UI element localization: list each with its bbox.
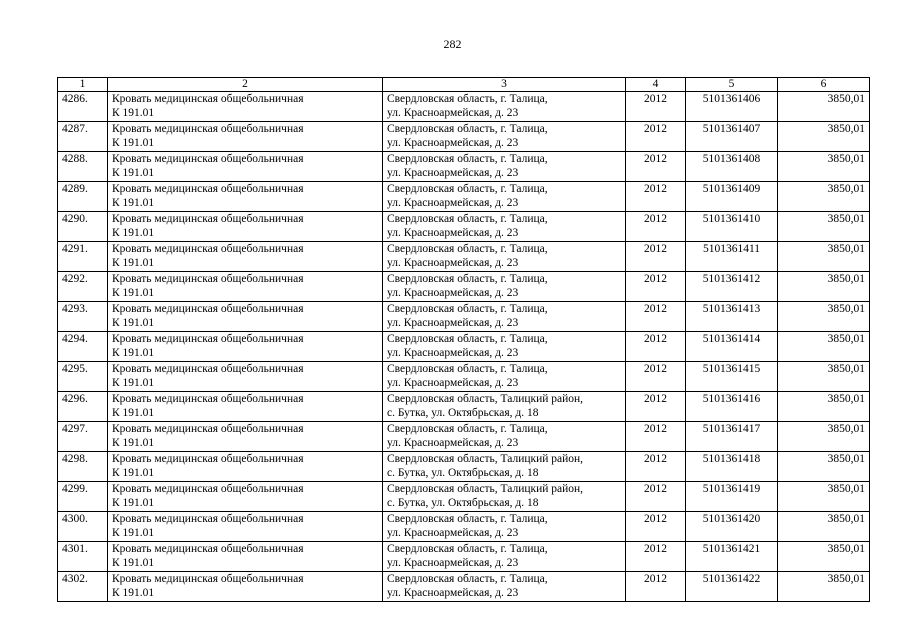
address-line-1: Свердловская область, г. Талица, [387,543,548,555]
item-name-cell [108,212,383,242]
address-cell [383,92,626,122]
item-name-cell [108,122,383,152]
row-number: 4298. [58,452,108,482]
inventory-number-cell: 5101361407 [686,122,778,152]
item-model: К 191.01 [112,227,155,239]
address-line-2: с. Бутка, ул. Октябрьская, д. 18 [387,497,539,509]
address-line-1: Свердловская область, г. Талица, [387,303,548,315]
address-line-1: Свердловская область, Талицкий район, [387,393,584,405]
table-row [58,512,870,542]
row-number: 4300. [58,512,108,542]
year-cell: 2012 [626,122,686,152]
item-name: Кровать медицинская общебольничная [112,393,304,405]
year-cell: 2012 [626,182,686,212]
item-name-cell [108,572,383,602]
year-cell: 2012 [626,542,686,572]
item-name-cell [108,152,383,182]
row-number: 4288. [58,152,108,182]
year-cell: 2012 [626,272,686,302]
item-model: К 191.01 [112,467,155,479]
address-line-2: с. Бутка, ул. Октябрьская, д. 18 [387,467,539,479]
item-name: Кровать медицинская общебольничная [112,213,304,225]
table-header [58,78,870,92]
address-cell [383,122,626,152]
address-line-2: ул. Красноармейская, д. 23 [387,167,519,179]
address-line-1: Свердловская область, г. Талица, [387,213,548,225]
address-line-2: ул. Красноармейская, д. 23 [387,287,519,299]
cost-cell: 3850,01 [778,212,870,242]
item-name: Кровать медицинская общебольничная [112,303,304,315]
address-line-1: Свердловская область, г. Талица, [387,183,548,195]
address-line-1: Свердловская область, г. Талица, [387,423,548,435]
item-name-cell [108,512,383,542]
year-cell: 2012 [626,92,686,122]
inventory-number-cell: 5101361412 [686,272,778,302]
item-model: К 191.01 [112,527,155,539]
row-number: 4302. [58,572,108,602]
table-row [58,362,870,392]
inventory-number-cell: 5101361418 [686,452,778,482]
row-number: 4287. [58,122,108,152]
cost-cell: 3850,01 [778,302,870,332]
address-line-2: ул. Красноармейская, д. 23 [387,437,519,449]
inventory-number-cell: 5101361416 [686,392,778,422]
year-cell: 2012 [626,572,686,602]
address-line-1: Свердловская область, г. Талица, [387,123,548,135]
table-row [58,332,870,362]
inventory-number-cell: 5101361419 [686,482,778,512]
cost-cell: 3850,01 [778,182,870,212]
address-line-1: Свердловская область, г. Талица, [387,513,548,525]
address-line-2: ул. Красноармейская, д. 23 [387,377,519,389]
item-model: К 191.01 [112,377,155,389]
table-row [58,452,870,482]
year-cell: 2012 [626,152,686,182]
table-row [58,542,870,572]
address-line-2: ул. Красноармейская, д. 23 [387,557,519,569]
address-line-1: Свердловская область, г. Талица, [387,153,548,165]
item-name: Кровать медицинская общебольничная [112,153,304,165]
row-number: 4296. [58,392,108,422]
year-cell: 2012 [626,212,686,242]
year-cell: 2012 [626,362,686,392]
row-number: 4301. [58,542,108,572]
address-line-1: Свердловская область, Талицкий район, [387,483,584,495]
item-name: Кровать медицинская общебольничная [112,453,304,465]
column-header-6: 6 [778,78,870,92]
table-row [58,122,870,152]
row-number: 4291. [58,242,108,272]
address-line-2: ул. Красноармейская, д. 23 [387,527,519,539]
item-model: К 191.01 [112,317,155,329]
address-cell [383,242,626,272]
address-line-1: Свердловская область, г. Талица, [387,243,548,255]
year-cell: 2012 [626,302,686,332]
address-cell [383,272,626,302]
item-name-cell [108,392,383,422]
item-model: К 191.01 [112,497,155,509]
cost-cell: 3850,01 [778,272,870,302]
item-name: Кровать медицинская общебольничная [112,483,304,495]
item-model: К 191.01 [112,557,155,569]
row-number: 4295. [58,362,108,392]
item-model: К 191.01 [112,287,155,299]
year-cell: 2012 [626,422,686,452]
address-line-1: Свердловская область, г. Талица, [387,273,548,285]
inventory-number-cell: 5101361411 [686,242,778,272]
item-name: Кровать медицинская общебольничная [112,123,304,135]
cost-cell: 3850,01 [778,332,870,362]
cost-cell: 3850,01 [778,422,870,452]
address-cell [383,212,626,242]
address-line-2: ул. Красноармейская, д. 23 [387,137,519,149]
address-line-1: Свердловская область, г. Талица, [387,573,548,585]
item-model: К 191.01 [112,167,155,179]
item-name: Кровать медицинская общебольничная [112,93,304,105]
address-line-2: ул. Красноармейская, д. 23 [387,227,519,239]
inventory-number-cell: 5101361410 [686,212,778,242]
year-cell: 2012 [626,392,686,422]
inventory-number-cell: 5101361413 [686,302,778,332]
column-header-2: 2 [108,78,383,92]
row-number: 4294. [58,332,108,362]
item-name-cell [108,182,383,212]
address-cell [383,152,626,182]
item-name: Кровать медицинская общебольничная [112,513,304,525]
address-cell [383,542,626,572]
row-number: 4290. [58,212,108,242]
item-model: К 191.01 [112,257,155,269]
inventory-table [57,77,870,602]
item-name: Кровать медицинская общебольничная [112,273,304,285]
item-name: Кровать медицинская общебольничная [112,333,304,345]
item-name-cell [108,302,383,332]
year-cell: 2012 [626,332,686,362]
header-row [58,78,870,92]
address-cell [383,302,626,332]
inventory-number-cell: 5101361414 [686,332,778,362]
item-name: Кровать медицинская общебольничная [112,183,304,195]
item-model: К 191.01 [112,137,155,149]
address-line-2: ул. Красноармейская, д. 23 [387,317,519,329]
item-name-cell [108,242,383,272]
address-line-1: Свердловская область, г. Талица, [387,93,548,105]
year-cell: 2012 [626,482,686,512]
table-row [58,212,870,242]
row-number: 4292. [58,272,108,302]
cost-cell: 3850,01 [778,362,870,392]
inventory-number-cell: 5101361406 [686,92,778,122]
item-model: К 191.01 [112,407,155,419]
item-name: Кровать медицинская общебольничная [112,573,304,585]
table-row [58,242,870,272]
address-cell [383,392,626,422]
address-cell [383,362,626,392]
address-line-2: ул. Красноармейская, д. 23 [387,257,519,269]
cost-cell: 3850,01 [778,152,870,182]
address-line-2: с. Бутка, ул. Октябрьская, д. 18 [387,407,539,419]
table-row [58,572,870,602]
inventory-number-cell: 5101361409 [686,182,778,212]
item-name-cell [108,542,383,572]
column-header-1: 1 [58,78,108,92]
address-cell [383,182,626,212]
column-header-3: 3 [383,78,626,92]
item-name-cell [108,332,383,362]
year-cell: 2012 [626,512,686,542]
item-name-cell [108,272,383,302]
address-cell [383,422,626,452]
address-line-1: Свердловская область, Талицкий район, [387,453,584,465]
column-header-5: 5 [686,78,778,92]
address-line-2: ул. Красноармейская, д. 23 [387,347,519,359]
item-name-cell [108,452,383,482]
item-model: К 191.01 [112,437,155,449]
table-row [58,422,870,452]
item-name: Кровать медицинская общебольничная [112,423,304,435]
table-row [58,392,870,422]
cost-cell: 3850,01 [778,92,870,122]
address-cell [383,512,626,542]
table-body [58,92,870,602]
row-number: 4286. [58,92,108,122]
column-header-4: 4 [626,78,686,92]
table-row [58,182,870,212]
address-cell [383,452,626,482]
table-row [58,482,870,512]
address-cell [383,332,626,362]
cost-cell: 3850,01 [778,392,870,422]
address-line-2: ул. Красноармейская, д. 23 [387,107,519,119]
item-model: К 191.01 [112,347,155,359]
inventory-number-cell: 5101361421 [686,542,778,572]
cost-cell: 3850,01 [778,452,870,482]
item-name-cell [108,362,383,392]
inventory-number-cell: 5101361422 [686,572,778,602]
item-name-cell [108,92,383,122]
address-cell [383,482,626,512]
address-line-1: Свердловская область, г. Талица, [387,333,548,345]
cost-cell: 3850,01 [778,122,870,152]
row-number: 4289. [58,182,108,212]
cost-cell: 3850,01 [778,542,870,572]
inventory-number-cell: 5101361415 [686,362,778,392]
item-model: К 191.01 [112,587,155,599]
year-cell: 2012 [626,242,686,272]
table-row [58,272,870,302]
row-number: 4297. [58,422,108,452]
item-model: К 191.01 [112,197,155,209]
inventory-number-cell: 5101361420 [686,512,778,542]
inventory-number-cell: 5101361408 [686,152,778,182]
year-cell: 2012 [626,452,686,482]
row-number: 4293. [58,302,108,332]
table-row [58,152,870,182]
cost-cell: 3850,01 [778,242,870,272]
address-line-2: ул. Красноармейская, д. 23 [387,587,519,599]
inventory-number-cell: 5101361417 [686,422,778,452]
cost-cell: 3850,01 [778,572,870,602]
page-number: 282 [443,37,462,51]
address-cell [383,572,626,602]
address-line-2: ул. Красноармейская, д. 23 [387,197,519,209]
item-name-cell [108,422,383,452]
item-name: Кровать медицинская общебольничная [112,543,304,555]
cost-cell: 3850,01 [778,482,870,512]
cost-cell: 3850,01 [778,512,870,542]
item-name: Кровать медицинская общебольничная [112,363,304,375]
address-line-1: Свердловская область, г. Талица, [387,363,548,375]
table-row [58,92,870,122]
item-name-cell [108,482,383,512]
item-name: Кровать медицинская общебольничная [112,243,304,255]
row-number: 4299. [58,482,108,512]
table-row [58,302,870,332]
item-model: К 191.01 [112,107,155,119]
